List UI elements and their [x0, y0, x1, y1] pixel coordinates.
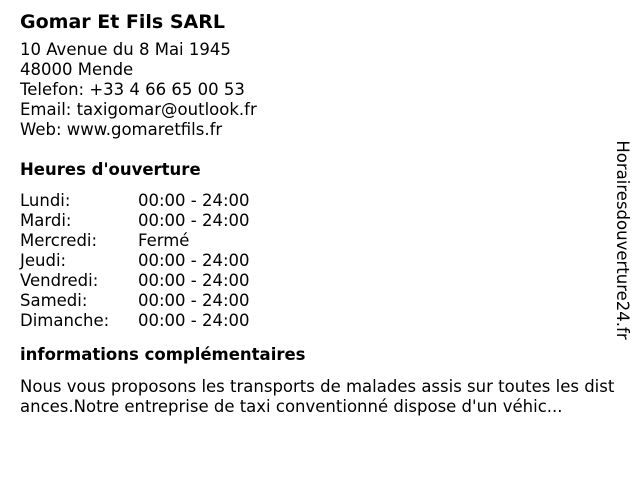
phone-number: Telefon: +33 4 66 65 00 53: [20, 80, 245, 99]
hours-day: Vendredi:: [20, 271, 99, 290]
hours-day: Dimanche:: [20, 311, 110, 330]
hours-time: 00:00 - 24:00: [138, 211, 250, 230]
hours-row-friday: [20, 271, 620, 291]
address-city: 48000 Mende: [20, 60, 134, 79]
additional-info-heading: informations complémentaires: [20, 345, 306, 364]
hours-day: Jeudi:: [20, 251, 67, 270]
hours-day: Samedi:: [20, 291, 88, 310]
company-name: Gomar Et Fils SARL: [20, 11, 225, 33]
address-street: 10 Avenue du 8 Mai 1945: [20, 40, 231, 59]
hours-day: Mardi:: [20, 211, 72, 230]
hours-day: Mercredi:: [20, 231, 98, 250]
hours-time: 00:00 - 24:00: [138, 271, 250, 290]
hours-row-thursday: [20, 251, 620, 271]
hours-row-sunday: [20, 311, 620, 331]
hours-row-saturday: [20, 291, 620, 311]
opening-hours-heading: Heures d'ouverture: [20, 160, 201, 179]
hours-row-tuesday: [20, 211, 620, 231]
hours-day: Lundi:: [20, 191, 71, 210]
business-card: [20, 8, 620, 417]
hours-row-monday: [20, 191, 620, 211]
hours-time: 00:00 - 24:00: [138, 291, 250, 310]
email-address: Email: taxigomar@outlook.fr: [20, 100, 257, 119]
website: Web: www.gomaretfils.fr: [20, 120, 223, 139]
hours-row-wednesday: [20, 231, 620, 251]
contact-block: [20, 40, 620, 140]
hours-time: 00:00 - 24:00: [138, 191, 250, 210]
hours-time: Fermé: [138, 231, 190, 250]
site-watermark: Horairesdouverture24.fr: [613, 140, 632, 340]
hours-time: 00:00 - 24:00: [138, 251, 250, 270]
opening-hours-table: [20, 191, 620, 331]
additional-info-text: Nous vous proposons les transports de malades assis sur toutes les distances.Notre entreprise de taxi conventionné dispose d'un véhic...: [20, 377, 615, 416]
hours-time: 00:00 - 24:00: [138, 311, 250, 330]
